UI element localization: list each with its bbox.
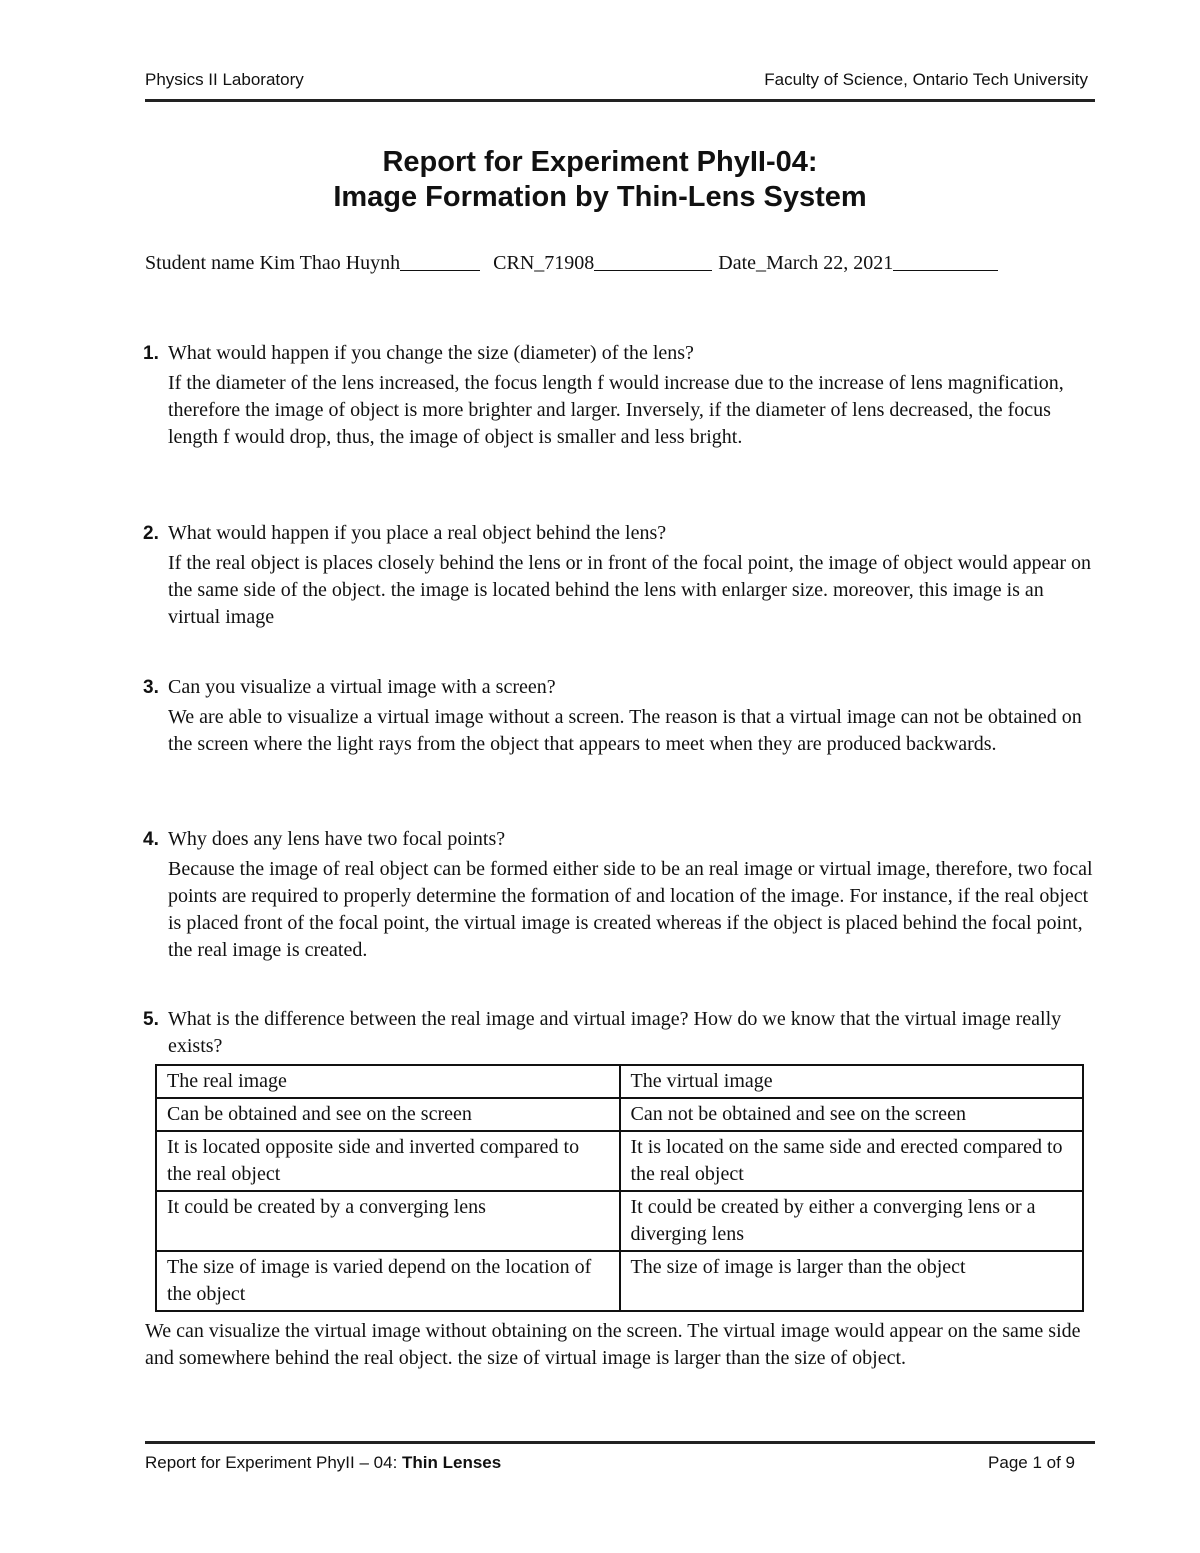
table-header-cell: The virtual image xyxy=(620,1065,1084,1098)
table-cell: Can not be obtained and see on the screen xyxy=(620,1098,1084,1131)
question-number: 5. xyxy=(143,1009,159,1030)
student-name-label: Student name xyxy=(145,252,255,274)
question-block-2 xyxy=(145,520,1095,631)
question-number: 1. xyxy=(143,343,159,364)
header-faculty: Faculty of Science, Ontario Tech University xyxy=(764,70,1088,89)
question-text: Can you visualize a virtual image with a screen? xyxy=(168,676,556,698)
footer-report-title xyxy=(145,1453,501,1473)
date-label: Date_ xyxy=(718,252,767,274)
question-block-1 xyxy=(145,340,1095,451)
crn-blank xyxy=(594,252,712,271)
footer-divider xyxy=(145,1441,1095,1444)
table-cell: The size of image is larger than the object xyxy=(620,1251,1084,1311)
question-text: Why does any lens have two focal points? xyxy=(168,828,506,850)
table-row xyxy=(156,1191,1083,1251)
date-blank xyxy=(893,252,998,271)
student-info-line xyxy=(145,252,1095,275)
header-divider xyxy=(145,99,1095,102)
question-block-4 xyxy=(145,826,1095,964)
footer-report-topic: Thin Lenses xyxy=(402,1453,502,1472)
footer-page-number: Page 1 of 9 xyxy=(988,1453,1075,1472)
table-cell: It is located on the same side and erected compared to the real object xyxy=(620,1131,1084,1191)
table-row xyxy=(156,1131,1083,1191)
page-title-line2: Image Formation by Thin-Lens System xyxy=(333,181,867,213)
table-header-cell: The real image xyxy=(156,1065,620,1098)
table-cell: Can be obtained and see on the screen xyxy=(156,1098,620,1131)
answer-text: We are able to visualize a virtual image without a screen. The reason is that a virtual image can not be obtained on the screen where the light rays from the object that appears to meet when they are produced backwards. xyxy=(168,706,1082,755)
page-title-line1: Report for Experiment PhyII-04: xyxy=(382,146,818,178)
footer-report-prefix: Report for Experiment PhyII – 04: xyxy=(145,1453,403,1472)
table-row xyxy=(156,1251,1083,1311)
table-header-row xyxy=(156,1065,1083,1098)
answer-text: If the diameter of the lens increased, the focus length f would increase due to the increase of lens magnification, therefore the image of object is more brighter and larger. Inversely, if the diameter of lens decreased, the focus length f would drop, thus, the image of object is smaller and less bright. xyxy=(168,372,1064,448)
header-course: Physics II Laboratory xyxy=(145,70,304,89)
comparison-table xyxy=(155,1064,1084,1312)
answer-text: If the real object is places closely behind the lens or in front of the focal point, the image of object would appear on the same side of the object. the image is located behind the lens with enlarger size. moreover, this image is an virtual image xyxy=(168,552,1092,628)
question-number: 3. xyxy=(143,677,159,698)
question-number: 4. xyxy=(143,829,159,850)
table-cell: The size of image is varied depend on the location of the object xyxy=(156,1251,620,1311)
question-block-5 xyxy=(145,1006,1095,1060)
question-number: 2. xyxy=(143,523,159,544)
question-text: What is the difference between the real image and virtual image? How do we know that the virtual image really exists? xyxy=(168,1008,1062,1057)
table-cell: It could be created by either a converging lens or a diverging lens xyxy=(620,1191,1084,1251)
date-value: March 22, 2021 xyxy=(766,252,894,274)
question-block-3 xyxy=(145,674,1095,758)
answer-text: Because the image of real object can be formed either side to be an real image or virtual image, therefore, two focal points are required to properly determine the formation of and location of the image. For instance, if the real object is placed front of the focal point, the virtual image is created whereas if the object is placed behind the focal point, the real image is created. xyxy=(168,858,1093,961)
table-cell: It could be created by a converging lens xyxy=(156,1191,620,1251)
crn-label: CRN_ xyxy=(493,252,545,274)
crn-value: 71908 xyxy=(544,252,595,274)
table-cell: It is located opposite side and inverted compared to the real object xyxy=(156,1131,620,1191)
question-text: What would happen if you place a real object behind the lens? xyxy=(168,522,667,544)
table-row xyxy=(156,1098,1083,1131)
student-name-value: Kim Thao Huynh xyxy=(259,252,401,274)
question-text: What would happen if you change the size (diameter) of the lens? xyxy=(168,342,694,364)
closing-paragraph: We can visualize the virtual image without obtaining on the screen. The virtual image would appear on the same side and somewhere behind the real object. the size of virtual image is larger than the size of object. xyxy=(145,1320,1081,1369)
student-name-blank xyxy=(400,252,480,271)
